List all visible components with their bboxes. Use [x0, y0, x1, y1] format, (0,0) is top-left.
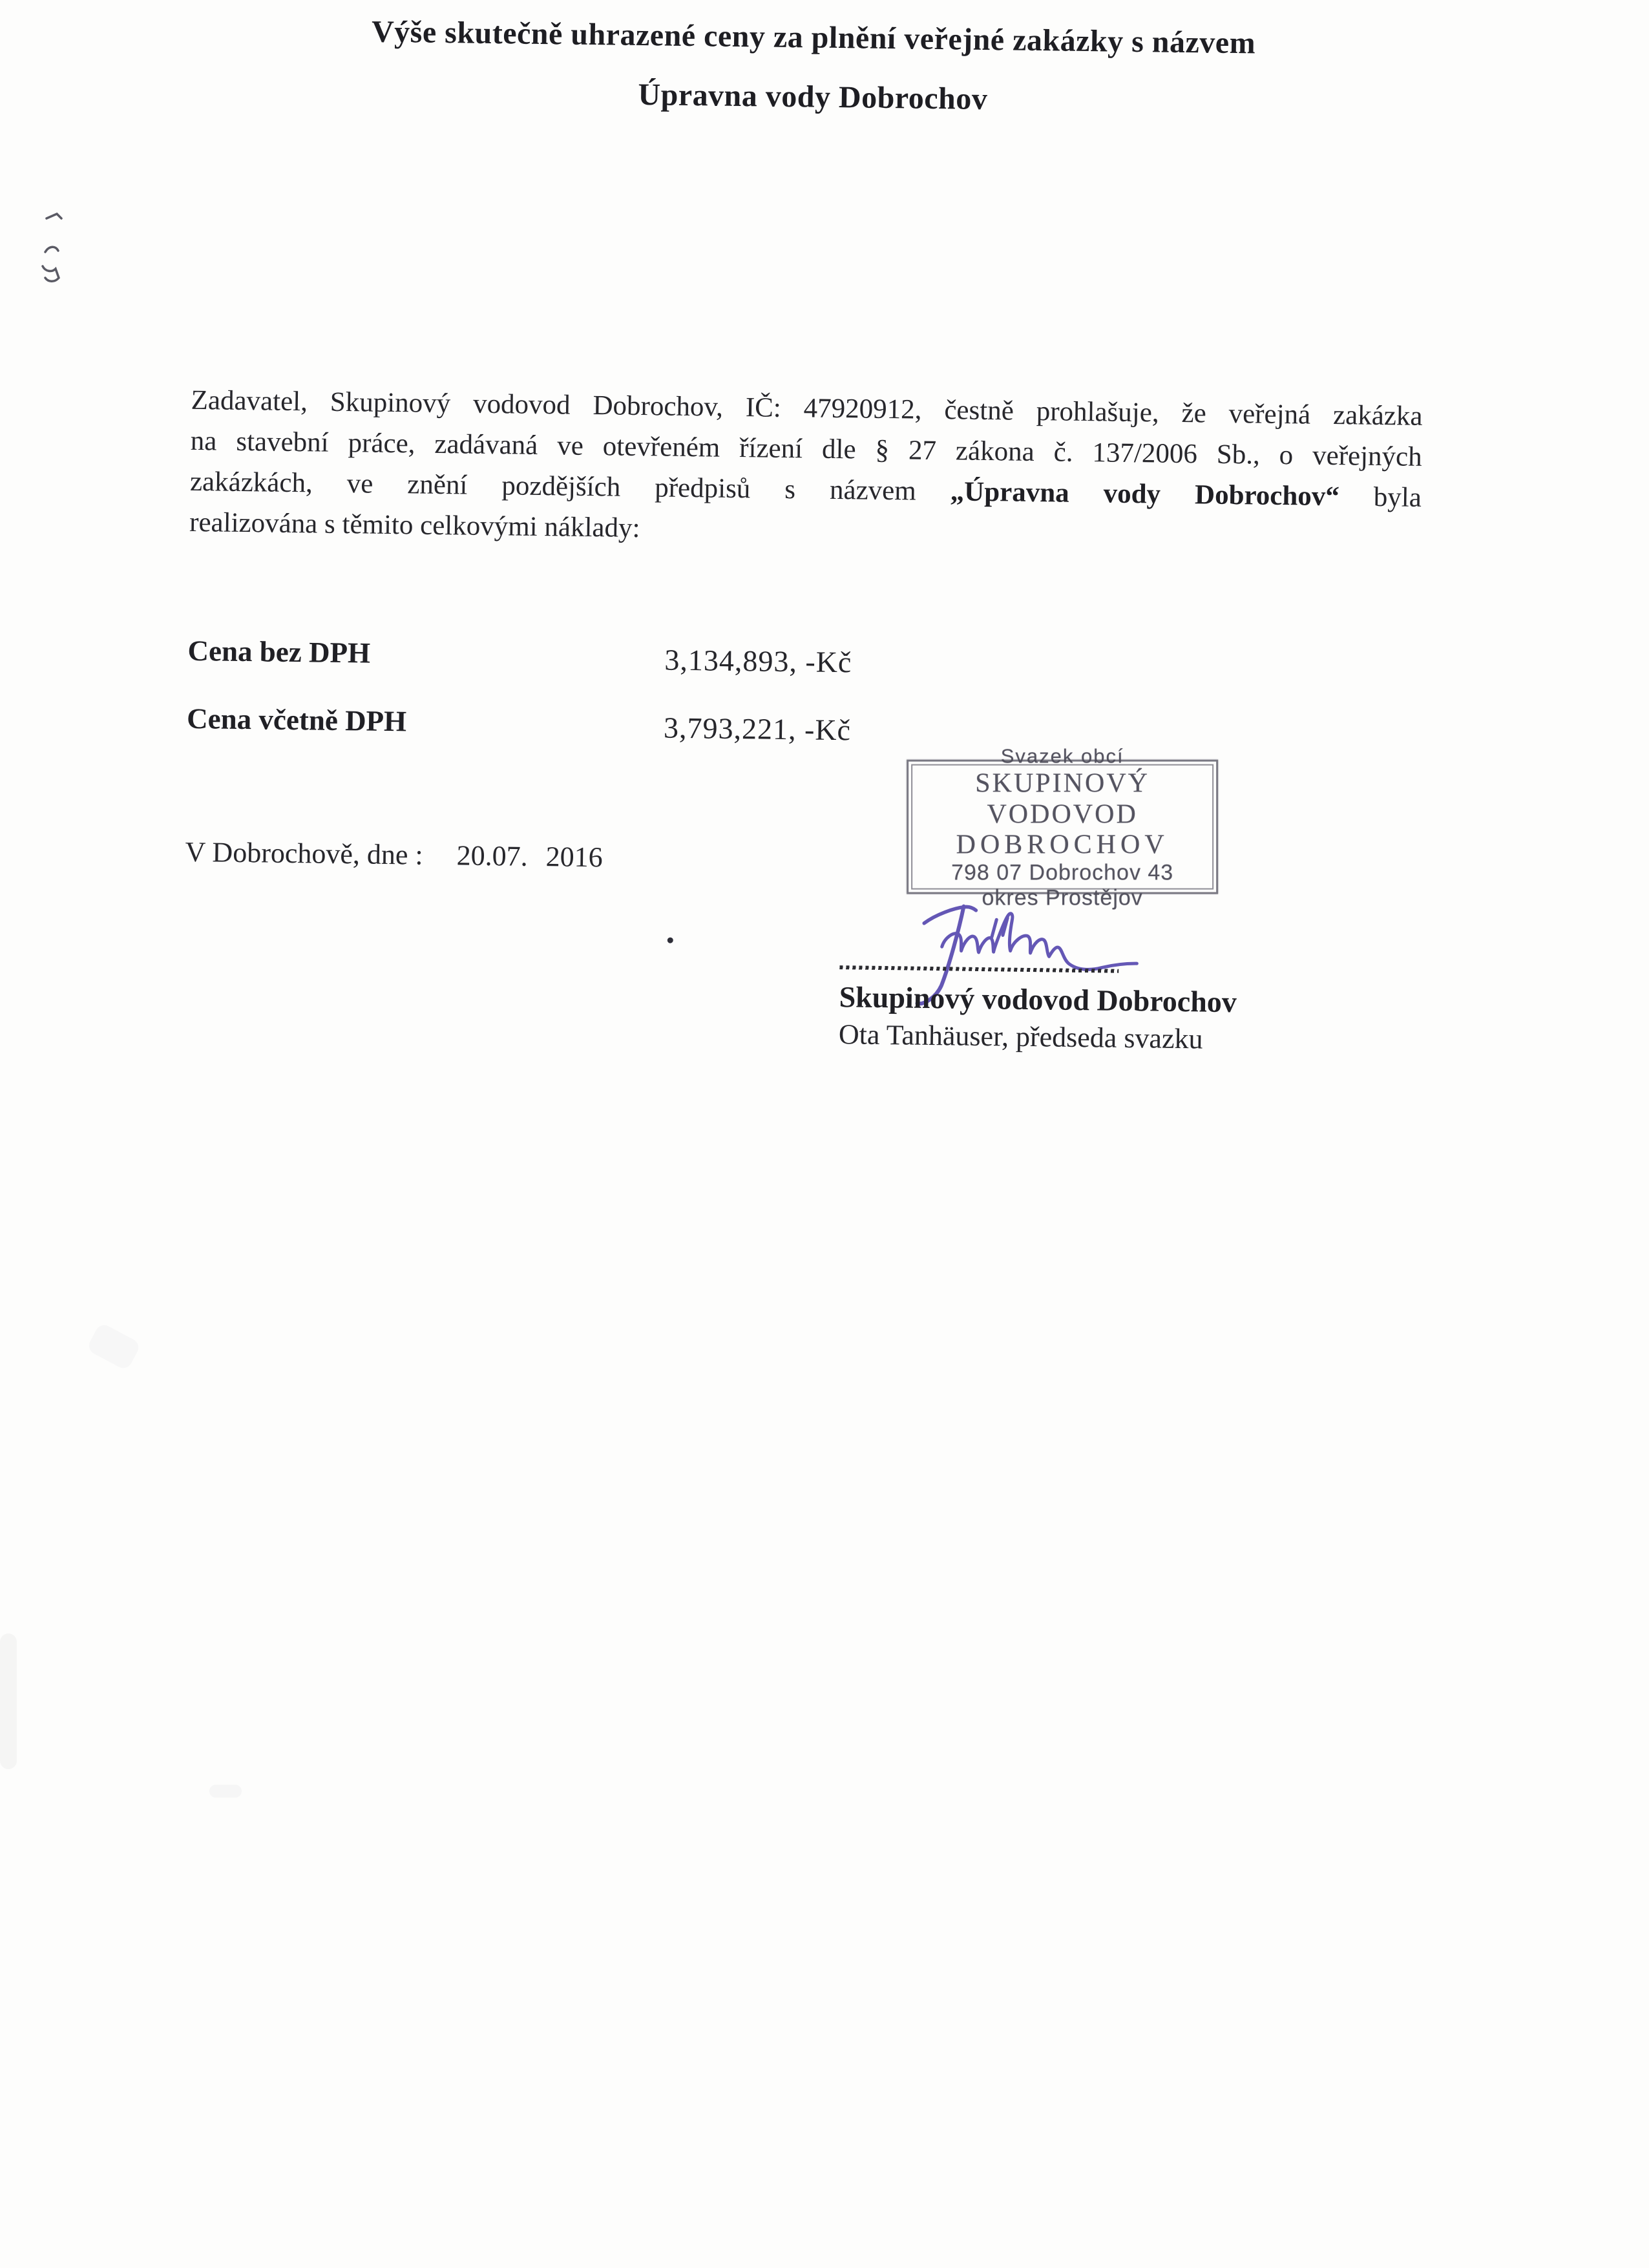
signature-signer-name: Ota Tanhäuser, předseda svazku — [838, 1018, 1203, 1055]
stamp-line-district: okres Prostějov — [982, 885, 1143, 910]
price-row-net — [187, 634, 1157, 692]
paragraph-text: realizována s těmito celkovými náklady: — [189, 507, 640, 544]
price-value-gross: 3,793,221, -Kč — [663, 711, 852, 747]
price-value-net: 3,134,893, -Kč — [664, 643, 852, 679]
stamp-line-org-2: DOBROCHOV — [956, 830, 1169, 860]
title-line-1: Výše skutečně uhrazené ceny za plnění veřejné zakázky s názvem — [371, 14, 1256, 61]
scanner-smudge — [209, 1785, 242, 1798]
stamp-line-address: 798 07 Dobrochov 43 — [951, 860, 1174, 885]
paragraph-text: Zadavatel, Skupinový vodovod Dobrochov, IČ: 47920912, čestně prohlašuje, že veřejná zakázka — [191, 384, 1423, 432]
place-date-label: V Dobrochově, dne : — [185, 835, 424, 871]
rubber-stamp-inner — [911, 744, 1213, 910]
ink-dot-artifact — [667, 938, 673, 943]
declaration-paragraph — [189, 380, 1423, 559]
stamp-line-association: Svazek obcí — [1000, 744, 1124, 768]
rubber-stamp — [907, 744, 1218, 910]
place-date-line — [185, 835, 603, 874]
scanner-smudge — [0, 1633, 17, 1769]
paragraph-text: na stavební práce, zadávaná ve otevřeném řízení dle § 27 zákona č. 137/2006 Sb., o veřejných — [190, 425, 1422, 472]
date-day: 20.07. — [456, 839, 529, 872]
margin-scan-marks — [31, 205, 83, 296]
date-year: 2016 — [545, 841, 604, 874]
document-title — [6, 0, 1620, 138]
price-label-net: Cena bez DPH — [187, 634, 371, 669]
paragraph-text: byla — [1339, 481, 1422, 513]
title-line-2: Úpravna vody Dobrochov — [638, 77, 988, 117]
project-name-bold: „Úpravna vody Dobrochov“ — [950, 476, 1340, 512]
price-label-gross: Cena včetně DPH — [186, 702, 407, 738]
stamp-line-org-1: SKUPINOVÝ VODOVOD — [975, 768, 1150, 830]
paragraph-text: zakázkách, ve znění pozdějších předpisů s názvem — [189, 466, 951, 507]
signature-organization: Skupinový vodovod Dobrochov — [839, 980, 1237, 1019]
